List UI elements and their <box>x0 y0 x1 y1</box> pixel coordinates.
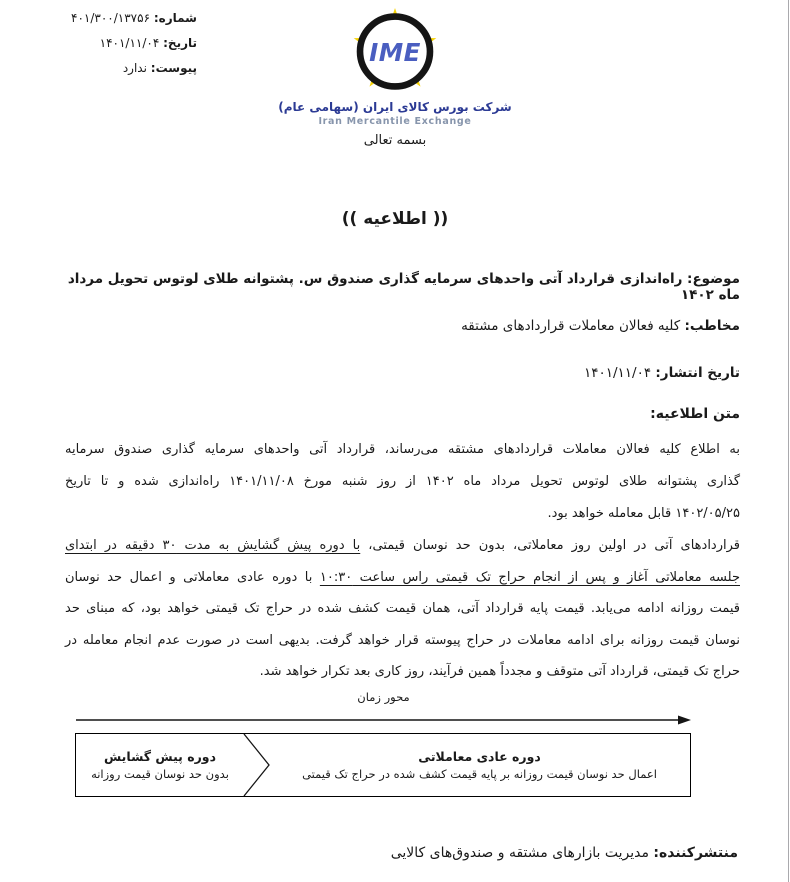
publish-date-label: تاریخ انتشار: <box>655 365 740 381</box>
audience-text: کلیه فعالان معاملات قراردادهای مشتقه <box>461 318 685 334</box>
trading-periods-diagram <box>75 733 691 797</box>
logo-company-name-en: Iran Mercantile Exchange <box>318 116 472 127</box>
publish-date-value: ۱۴۰۱/۱۱/۰۴ <box>584 365 656 381</box>
normal-trading-period-cell <box>269 734 690 796</box>
besmele-text: بسمه تعالی <box>363 133 427 148</box>
letter-date: تاریخ: ۱۴۰۱/۱۱/۰۴ <box>99 36 197 50</box>
ime-logo <box>0 4 790 127</box>
ime-logo-icon <box>343 4 447 99</box>
publish-date-line <box>65 365 740 381</box>
subject-label: موضوع: <box>687 271 740 287</box>
pre-opening-subtitle: بدون حد نوسان قیمت روزانه <box>91 767 229 781</box>
body-line: به اطلاع کلیه فعالان معاملات قراردادهای مشتقه می‌رساند، قرارداد آتی واحدهای سرمایه گذاری صندوق سرمایه <box>65 442 740 457</box>
pre-opening-period-cell <box>76 734 244 796</box>
subject-line <box>65 271 740 303</box>
body-line: نوسان قیمت روزانه برای ادامه معاملات در حراج پیوسته قرار خواهد گرفت. بدیهی است در صورت عدم انجام معامله در <box>65 632 740 648</box>
body-line: جلسه معاملاتی آغاز و پس از انجام حراج تک قیمتی راس ساعت ۱۰:۳۰ با دوره عادی معاملاتی و اعمال حد نوسان <box>65 569 740 585</box>
publisher-line <box>65 845 738 861</box>
body-line: قیمت روزانه ادامه می‌یابد. قیمت پایه قرارداد آتی، همان قیمت کشف شده در حراج تک قیمتی خواهد بود، که مبنای حد <box>65 601 740 616</box>
audience-label: مخاطب: <box>684 318 740 334</box>
body-paragraph-2 <box>65 530 740 688</box>
subject-text: راه‌اندازی قرارداد آتی واحدهای سرمایه گذاری صندوق س. پشتوانه طلای لوتوس تحویل مرداد ماه ۱۴۰۲ <box>67 271 740 303</box>
time-axis-label: محور زمان <box>357 690 410 704</box>
time-axis-arrow-icon <box>75 713 692 727</box>
body-line: حراج تک قیمتی، قرارداد آتی متوقف و مجدداً همین فرآیند، روز کاری بعد تکرار خواهد شد. <box>259 664 740 679</box>
normal-period-subtitle: اعمال حد نوسان قیمت روزانه بر پایه قیمت کشف شده در حراج تک قیمتی <box>302 767 657 781</box>
publisher-label: منتشرکننده: <box>653 845 738 861</box>
body-label: متن اطلاعیه: <box>650 406 740 422</box>
normal-period-title: دوره عادی معاملاتی <box>418 749 541 764</box>
pre-opening-title: دوره پیش گشایش <box>104 749 216 764</box>
publisher-text: مدیریت بازارهای مشتقه و صندوق‌های کالایی <box>390 845 654 861</box>
body-line: ۱۴۰۲/۰۵/۲۵ قابل معامله خواهد بود. <box>547 506 740 521</box>
logo-company-name-fa: شرکت بورس کالای ایران (سهامی عام) <box>278 100 512 114</box>
body-line: گذاری پشتوانه طلای لوتوس تحویل مرداد ماه ۱۴۰۲ از روز شنبه مورخ ۱۴۰۱/۱۱/۰۸ راه‌اندازی شده و تا تاریخ <box>65 474 741 489</box>
logo-monogram: IME <box>369 37 421 67</box>
underlined-text: با دوره پیش گشایش به مدت ۳۰ دقیقه در ابتدای <box>65 538 361 553</box>
underlined-text: جلسه معاملاتی آغاز و پس از انجام حراج تک قیمتی راس ساعت ۱۰:۳۰ <box>319 569 740 585</box>
body-paragraph-1 <box>65 434 740 530</box>
letter-attachment: پیوست: ندارد <box>122 61 197 75</box>
letter-number: شماره: ۴۰۱/۳۰۰/۱۳۷۵۶ <box>71 11 197 25</box>
audience-line <box>65 318 740 334</box>
announcement-title: (( اطلاعیه )) <box>341 209 449 229</box>
body-line: قراردادهای آتی در اولین روز معاملاتی، بدون حد نوسان قیمتی، با دوره پیش گشایش به مدت ۳۰ دقیقه در ابتدای <box>65 538 741 553</box>
